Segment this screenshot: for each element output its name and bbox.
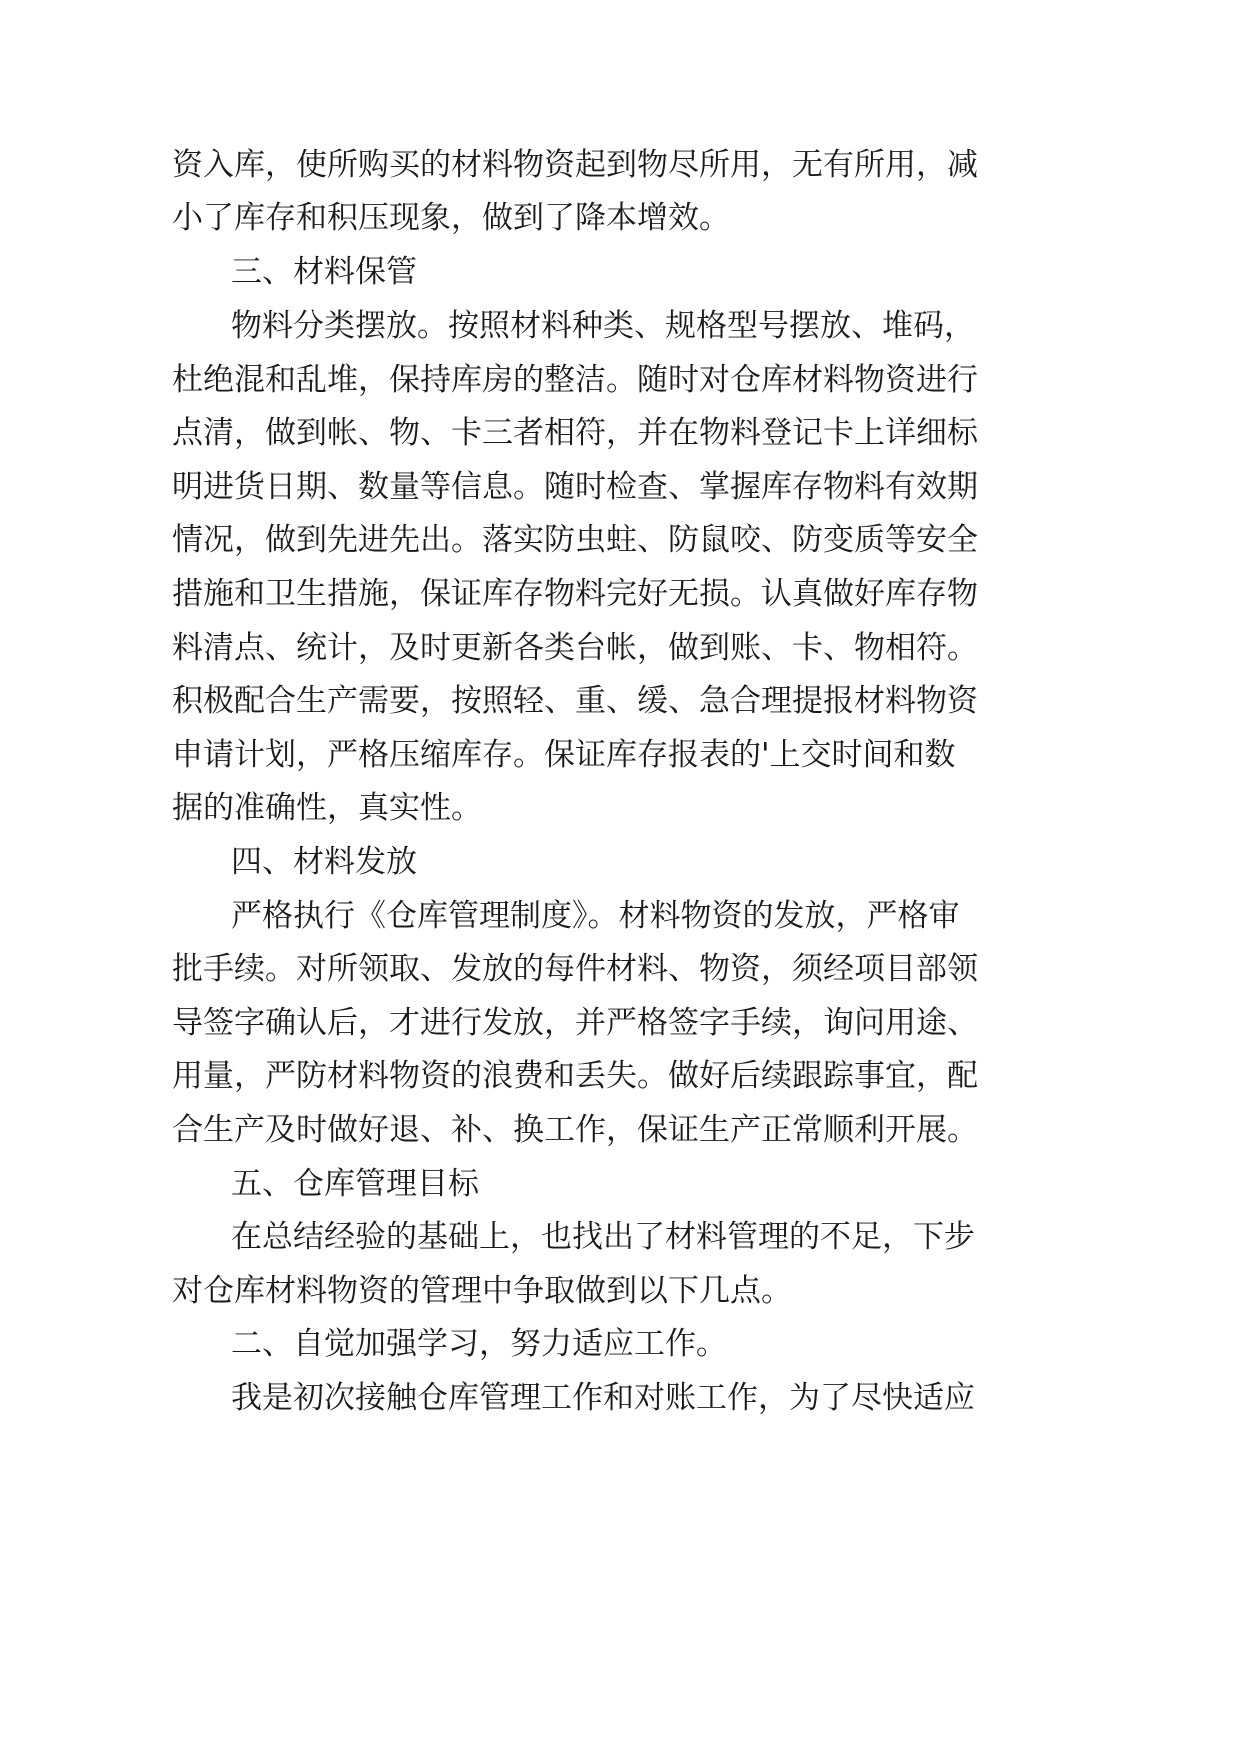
text-line: 在总结经验的基础上，也找出了材料管理的不足，下步 — [231, 1219, 975, 1255]
text-line: 明进货日期、数量等信息。随时检查、掌握库存物料有效期 — [172, 469, 978, 505]
text-line: 小了库存和积压现象，做到了降本增效。 — [172, 200, 730, 236]
text-line: 我是初次接触仓库管理工作和对账工作，为了尽快适应 — [231, 1380, 975, 1416]
text-line: 料清点、统计，及时更新各类台帐，做到账、卡、物相符。 — [172, 630, 978, 666]
text-line: 申请计划，严格压缩库存。保证库存报表的'上交时间和数 — [172, 737, 956, 773]
text-line: 据的准确性，真实性。 — [172, 790, 482, 826]
text-line: 情况，做到先进先出。落实防虫蛀、防鼠咬、防变质等安全 — [172, 522, 978, 558]
section-heading: 四、材料发放 — [231, 844, 417, 880]
text-line: 物料分类摆放。按照材料种类、规格型号摆放、堆码， — [231, 308, 975, 344]
text-line: 严格执行《仓库管理制度》。材料物资的发放，严格审 — [231, 898, 960, 934]
text-line: 导签字确认后，才进行发放，并严格签字手续，询问用途、 — [172, 1005, 978, 1041]
text-line: 杜绝混和乱堆，保持库房的整洁。随时对仓库材料物资进行 — [172, 362, 978, 398]
section-heading: 五、仓库管理目标 — [231, 1166, 479, 1202]
section-heading: 三、材料保管 — [231, 254, 417, 290]
text-line: 点清，做到帐、物、卡三者相符，并在物料登记卡上详细标 — [172, 415, 978, 451]
text-line: 资入库，使所购买的材料物资起到物尽所用，无有所用，减 — [172, 147, 978, 183]
text-line: 措施和卫生措施，保证库存物料完好无损。认真做好库存物 — [172, 576, 978, 612]
text-line: 对仓库材料物资的管理中争取做到以下几点。 — [172, 1273, 792, 1309]
text-line: 合生产及时做好退、补、换工作，保证生产正常顺利开展。 — [172, 1112, 978, 1148]
text-line: 用量，严防材料物资的浪费和丢失。做好后续跟踪事宜，配 — [172, 1058, 978, 1094]
text-line: 批手续。对所领取、发放的每件材料、物资，须经项目部领 — [172, 951, 978, 987]
section-heading: 二、自觉加强学习，努力适应工作。 — [231, 1326, 727, 1362]
text-line: 积极配合生产需要，按照轻、重、缓、急合理提报材料物资 — [172, 683, 978, 719]
